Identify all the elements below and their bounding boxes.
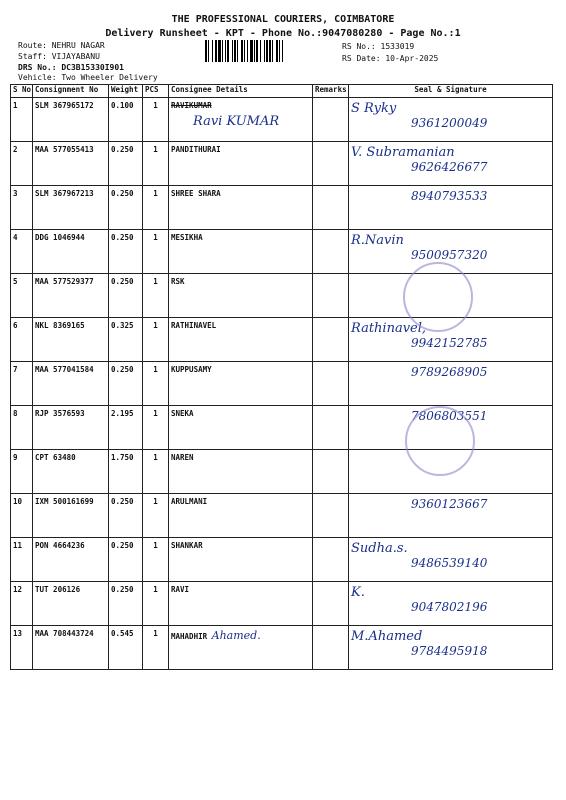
row-remarks: [313, 626, 349, 670]
drs-label: DRS No.: DC3B15330I901: [18, 63, 124, 72]
row-consignment-no: IXM 500161699: [33, 494, 109, 538]
consignee-name: RAVI: [171, 585, 190, 594]
row-weight: 0.250: [109, 582, 143, 626]
row-consignment-no: DDG 1046944: [33, 230, 109, 274]
col-remarks: Remarks: [313, 85, 349, 98]
row-remarks: [313, 406, 349, 450]
handwritten-phone: 7806803551: [411, 409, 488, 423]
row-consignment-no: SLM 367967213: [33, 186, 109, 230]
row-signature: [349, 186, 553, 230]
handwritten-signature: M.Ahamed: [351, 629, 423, 644]
handwritten-consignee: Ravi KUMAR: [193, 114, 280, 129]
table-row: [11, 362, 553, 406]
row-pcs: 1: [143, 230, 169, 274]
row-signature: [349, 626, 553, 670]
row-weight: 0.250: [109, 230, 143, 274]
row-consignee: [169, 142, 313, 186]
row-consignment-no: NKL 8369165: [33, 318, 109, 362]
row-remarks: [313, 494, 349, 538]
row-consignment-no: MAA 577041584: [33, 362, 109, 406]
row-consignee: [169, 186, 313, 230]
row-consignment-no: MAA 708443724: [33, 626, 109, 670]
handwritten-signature: K.: [351, 585, 365, 600]
row-consignee: [169, 626, 313, 670]
row-pcs: 1: [143, 142, 169, 186]
row-pcs: 1: [143, 450, 169, 494]
row-consignment-no: CPT 63480: [33, 450, 109, 494]
handwritten-phone: 8940793533: [411, 189, 488, 203]
route-label: Route: NEHRU NAGAR: [18, 41, 105, 50]
handwritten-consignee: Ahamed.: [211, 629, 261, 642]
handwritten-phone: 9500957320: [411, 248, 488, 262]
row-remarks: [313, 274, 349, 318]
row-sno: 7: [11, 362, 33, 406]
runsheet-table: [10, 84, 553, 670]
row-pcs: 1: [143, 538, 169, 582]
staff-label: Staff: VIJAYABANU: [18, 52, 100, 61]
row-consignment-no: MAA 577055413: [33, 142, 109, 186]
row-weight: 0.545: [109, 626, 143, 670]
row-consignee: [169, 274, 313, 318]
handwritten-phone: 9360123667: [411, 497, 488, 511]
company-title: THE PROFESSIONAL COURIERS, COIMBATORE: [171, 14, 395, 25]
row-signature: [349, 362, 553, 406]
row-consignee: [169, 318, 313, 362]
row-pcs: 1: [143, 274, 169, 318]
row-weight: 0.250: [109, 274, 143, 318]
row-remarks: [313, 450, 349, 494]
handwritten-signature: V. Subramanian: [351, 145, 455, 160]
row-remarks: [313, 98, 349, 142]
rs-date: RS Date: 10-Apr-2025: [342, 54, 439, 63]
col-consignee: Consignee Details: [169, 85, 313, 98]
row-weight: 1.750: [109, 450, 143, 494]
table-row: [11, 186, 553, 230]
consignee-name: RSK: [171, 277, 185, 286]
row-consignment-no: MAA 577529377: [33, 274, 109, 318]
row-sno: 6: [11, 318, 33, 362]
row-weight: 0.250: [109, 362, 143, 406]
table-row: [11, 582, 553, 626]
barcode: [205, 40, 332, 62]
row-signature: [349, 142, 553, 186]
row-remarks: [313, 186, 349, 230]
row-remarks: [313, 362, 349, 406]
row-consignment-no: PON 4664236: [33, 538, 109, 582]
row-signature: [349, 582, 553, 626]
row-consignee: [169, 494, 313, 538]
consignee-name: PANDITHURAI: [171, 145, 221, 154]
courier-seal-stamp: [405, 406, 475, 476]
table-row: [11, 230, 553, 274]
row-weight: 0.250: [109, 186, 143, 230]
row-sno: 9: [11, 450, 33, 494]
row-consignee: [169, 582, 313, 626]
row-sno: 3: [11, 186, 33, 230]
row-pcs: 1: [143, 186, 169, 230]
row-signature: [349, 538, 553, 582]
table-row: [11, 318, 553, 362]
row-sno: 8: [11, 406, 33, 450]
handwritten-phone: 9047802196: [411, 600, 488, 614]
row-sno: 11: [11, 538, 33, 582]
table-row: [11, 626, 553, 670]
row-weight: 0.250: [109, 538, 143, 582]
table-header-row: [11, 85, 553, 98]
row-sno: 13: [11, 626, 33, 670]
row-consignee: [169, 230, 313, 274]
handwritten-phone: 9626426677: [411, 160, 488, 174]
row-consignee: [169, 362, 313, 406]
row-sno: 10: [11, 494, 33, 538]
row-pcs: 1: [143, 318, 169, 362]
row-remarks: [313, 230, 349, 274]
row-consignee: [169, 406, 313, 450]
consignee-name: SHREE SHARA: [171, 189, 221, 198]
row-signature: [349, 494, 553, 538]
row-weight: 0.325: [109, 318, 143, 362]
row-pcs: 1: [143, 494, 169, 538]
row-consignment-no: SLM 367965172: [33, 98, 109, 142]
handwritten-signature: S Ryky: [351, 101, 397, 116]
consignee-name: SNEKA: [171, 409, 194, 418]
row-sno: 1: [11, 98, 33, 142]
row-consignment-no: TUT 206126: [33, 582, 109, 626]
row-pcs: 1: [143, 406, 169, 450]
row-consignee: [169, 538, 313, 582]
row-remarks: [313, 142, 349, 186]
consignee-name: KUPPUSAMY: [171, 365, 212, 374]
row-pcs: 1: [143, 626, 169, 670]
handwritten-signature: Rathinavel,: [351, 321, 427, 336]
consignee-name: NAREN: [171, 453, 194, 462]
col-sno: S No: [11, 85, 33, 98]
row-sno: 5: [11, 274, 33, 318]
table-row: [11, 142, 553, 186]
row-remarks: [313, 538, 349, 582]
row-weight: 2.195: [109, 406, 143, 450]
table-row: [11, 538, 553, 582]
table-row: [11, 494, 553, 538]
courier-seal-stamp: [403, 262, 473, 332]
handwritten-phone: 9486539140: [411, 556, 488, 570]
row-consignment-no: RJP 3576593: [33, 406, 109, 450]
handwritten-signature: Sudha.s.: [351, 541, 408, 556]
consignee-name: MAHADHIR: [171, 632, 208, 641]
row-weight: 0.250: [109, 142, 143, 186]
col-signature: Seal & Signature: [349, 85, 553, 98]
struck-out-name: RAVIKUMAR: [171, 101, 212, 110]
row-sno: 2: [11, 142, 33, 186]
row-sno: 4: [11, 230, 33, 274]
handwritten-phone: 9789268905: [411, 365, 488, 379]
consignee-name: MESIKHA: [171, 233, 203, 242]
row-weight: 0.100: [109, 98, 143, 142]
table-row: [11, 98, 553, 142]
row-weight: 0.250: [109, 494, 143, 538]
row-pcs: 1: [143, 582, 169, 626]
row-sno: 12: [11, 582, 33, 626]
consignee-name: SHANKAR: [171, 541, 203, 550]
handwritten-phone: 9784495918: [411, 644, 488, 658]
row-pcs: 1: [143, 98, 169, 142]
row-consignee: [169, 98, 313, 142]
runsheet-subtitle: Delivery Runsheet - KPT - Phone No.:9047080280 - Page No.:1: [105, 28, 461, 39]
col-consignment: Consignment No: [33, 85, 109, 98]
handwritten-signature: R.Navin: [351, 233, 404, 248]
col-pcs: PCS: [143, 85, 169, 98]
row-signature: [349, 98, 553, 142]
rs-number: RS No.: 1533019: [342, 42, 415, 51]
col-weight: Weight: [109, 85, 143, 98]
row-consignee: [169, 450, 313, 494]
consignee-name: ARULMANI: [171, 497, 208, 506]
barcode-bar: [283, 40, 284, 62]
handwritten-phone: 9942152785: [411, 336, 488, 350]
handwritten-phone: 9361200049: [411, 116, 488, 130]
consignee-name: RATHINAVEL: [171, 321, 217, 330]
vehicle-label: Vehicle: Two Wheeler Delivery: [18, 73, 158, 82]
row-remarks: [313, 582, 349, 626]
row-pcs: 1: [143, 362, 169, 406]
row-remarks: [313, 318, 349, 362]
